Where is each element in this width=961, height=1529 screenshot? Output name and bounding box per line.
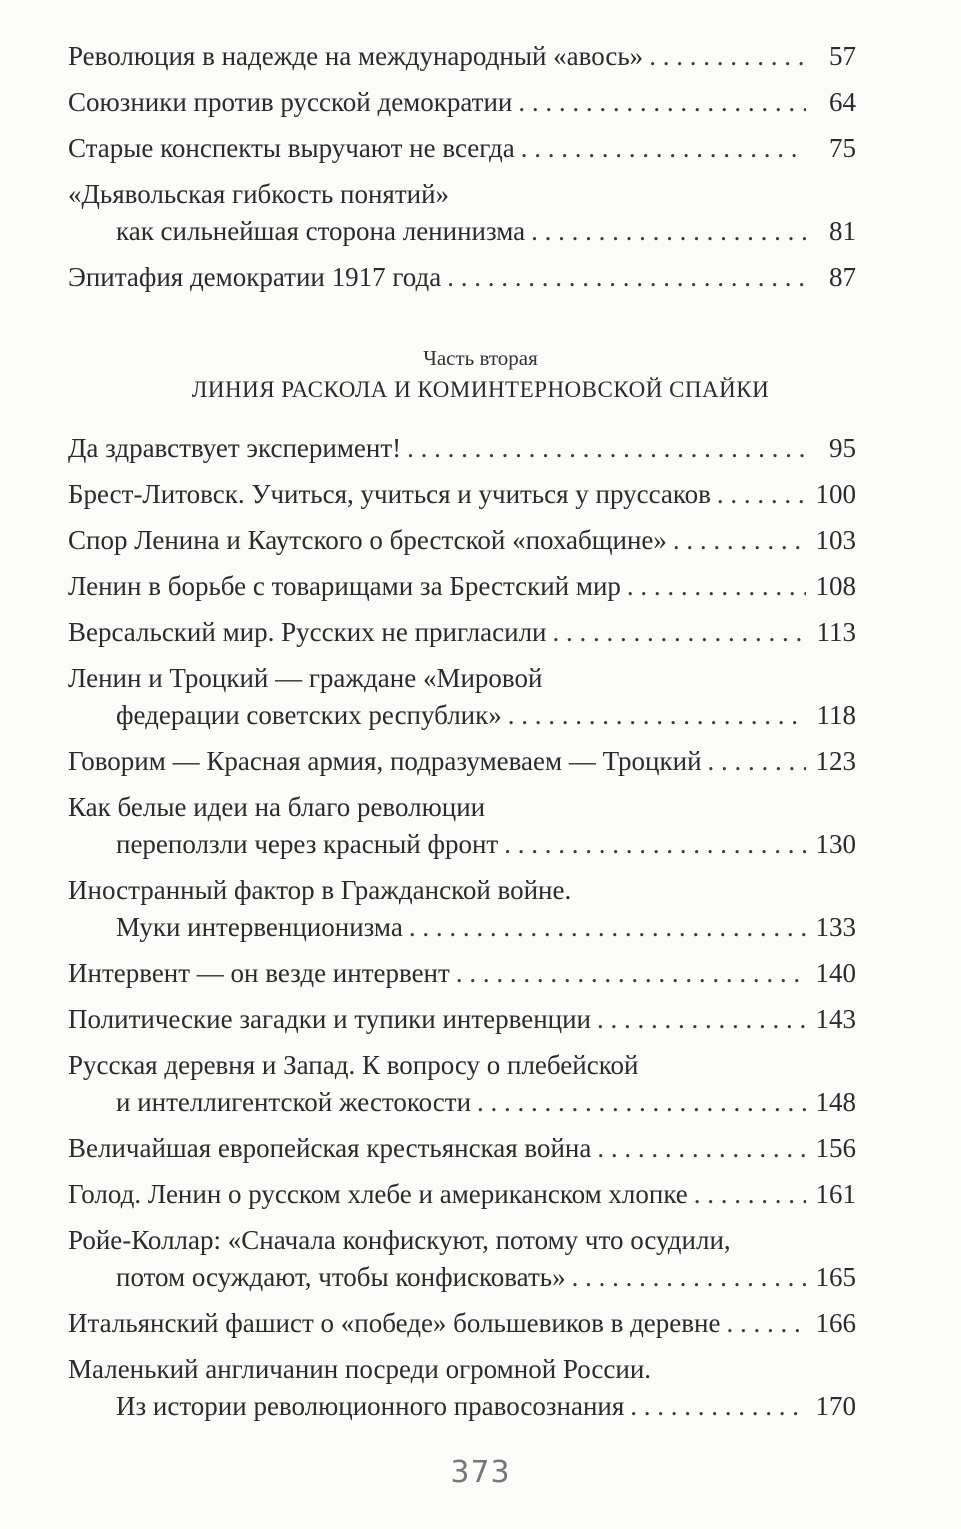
toc-entry [68, 476, 856, 513]
toc-entry-title: Версальский мир. Русских не пригласили [68, 617, 547, 647]
toc-page-number: 87 [829, 262, 856, 292]
toc-page-number: 161 [815, 1179, 856, 1209]
toc-entry-title: Брест-Литовск. Учиться, учиться и учиться у пруссаков [68, 479, 711, 509]
toc-entry-title: «Дьявольская гибкость понятий» [68, 179, 450, 209]
toc-entry-title: Эпитафия демократии 1917 года [68, 262, 442, 292]
toc-page-number: 108 [815, 571, 856, 601]
toc-entry-continuation [68, 1084, 856, 1121]
leader-dots [726, 1305, 806, 1342]
toc-entry-title: переползли через красный фронт [116, 829, 499, 859]
toc-entry [68, 789, 856, 863]
toc-entry [68, 872, 856, 946]
toc-section-two [68, 430, 856, 1425]
leader-dots [531, 213, 806, 250]
toc-entry-line [68, 660, 856, 697]
toc-page-number: 57 [829, 41, 856, 71]
toc-entry-line [68, 1047, 856, 1084]
leader-dots [649, 38, 806, 75]
toc-entry [68, 1305, 856, 1342]
toc-entry [68, 1047, 856, 1121]
toc-entry-title: Ленин в борьбе с товарищами за Брестский мир [68, 571, 621, 601]
toc-entry-title: Интервент — он везде интервент [68, 958, 450, 988]
toc-entry-line [68, 1176, 856, 1213]
part-heading [0, 344, 961, 406]
toc-entry [68, 1222, 856, 1296]
toc-entry-title: Как белые идеи на благо революции [68, 792, 486, 822]
leader-dots [673, 522, 806, 559]
toc-page-number: 75 [829, 133, 856, 163]
toc-page-number: 113 [816, 617, 856, 647]
toc-entry-title: Политические загадки и тупики интервенции [68, 1004, 592, 1034]
leader-dots [717, 476, 806, 513]
leader-dots [572, 1259, 806, 1296]
toc-entry [68, 130, 856, 167]
toc-entry-title: Союзники против русской демократии [68, 87, 513, 117]
part-title: ЛИНИЯ РАСКОЛА И КОМИНТЕРНОВСКОЙ СПАЙКИ [191, 377, 770, 402]
toc-entry-line [68, 38, 856, 75]
toc-entry-line [68, 476, 856, 513]
toc-entry-continuation [68, 697, 856, 734]
part-label: Часть вторая [423, 346, 538, 370]
toc-entry-continuation [68, 909, 856, 946]
toc-entry [68, 614, 856, 651]
toc-page-number: 118 [816, 700, 856, 730]
toc-page-number: 156 [815, 1133, 856, 1163]
toc-entry-line [68, 1130, 856, 1167]
toc-entry-continuation [68, 213, 856, 250]
toc-entry-title: Иностранный фактор в Гражданской войне. [68, 875, 572, 905]
toc-entry-title: Из истории революционного правосознания [116, 1391, 625, 1421]
toc-entry [68, 38, 856, 75]
toc-page-number: 165 [815, 1262, 856, 1292]
toc-entry [68, 1351, 856, 1425]
toc-entry-line [68, 872, 856, 909]
toc-section-one [68, 38, 856, 296]
leader-dots [456, 955, 806, 992]
toc-entry-line [68, 1351, 856, 1388]
toc-entry-title: как сильнейшая сторона ленинизма [116, 216, 526, 246]
toc-page-number: 130 [815, 829, 856, 859]
toc-entry-title: Русская деревня и Запад. К вопросу о плебейской [68, 1050, 639, 1080]
leader-dots [627, 568, 806, 605]
toc-entry-title: Ройе-Коллар: «Сначала конфискуют, потому что осудили, [68, 1225, 731, 1255]
toc-entry-title: Да здравствует эксперимент! [68, 433, 402, 463]
toc-page-number: 95 [829, 433, 856, 463]
toc-entry-title: Революция в надежде на международный «авось» [68, 41, 644, 71]
toc-page-number: 100 [815, 479, 856, 509]
toc-page-number: 81 [829, 216, 856, 246]
toc-entry-title: Говорим — Красная армия, подразумеваем — Троцкий [68, 746, 702, 776]
toc-page-number: 64 [829, 87, 856, 117]
toc-entry [68, 568, 856, 605]
toc-entry-title: Голод. Ленин о русском хлебе и американском хлопке [68, 1179, 688, 1209]
toc-entry-line [68, 84, 856, 121]
leader-dots [630, 1388, 806, 1425]
leader-dots [708, 743, 806, 780]
toc-entry-title: Итальянский фашист о «победе» большевиков в деревне [68, 1308, 721, 1338]
leader-dots [407, 430, 806, 467]
leader-dots [477, 1084, 806, 1121]
toc-page-number: 133 [815, 912, 856, 942]
toc-entry [68, 430, 856, 467]
leader-dots [553, 614, 807, 651]
toc-page-number: 140 [815, 958, 856, 988]
toc-entry-continuation [68, 826, 856, 863]
toc-entry [68, 84, 856, 121]
toc-entry [68, 1176, 856, 1213]
toc-entry-line [68, 614, 856, 651]
toc-entry-title: Величайшая европейская крестьянская война [68, 1133, 592, 1163]
toc-entry [68, 259, 856, 296]
toc-entry-line [68, 259, 856, 296]
toc-entry [68, 522, 856, 559]
toc-entry-title: Старые конспекты выручают не всегда [68, 133, 515, 163]
leader-dots [409, 909, 806, 946]
toc-entry [68, 955, 856, 992]
toc-entry-line [68, 522, 856, 559]
leader-dots [521, 130, 806, 167]
toc-entry-line [68, 1001, 856, 1038]
toc-entry-title: Спор Ленина и Каутского о брестской «похабщине» [68, 525, 667, 555]
toc-page-number: 166 [815, 1308, 856, 1338]
toc-entry [68, 176, 856, 250]
toc-entry-title: Ленин и Троцкий — граждане «Мировой [68, 663, 543, 693]
toc-page-number: 143 [815, 1004, 856, 1034]
toc-page-number: 103 [815, 525, 856, 555]
toc-entry [68, 1001, 856, 1038]
leader-dots [508, 697, 806, 734]
toc-entry-title: Муки интервенционизма [116, 912, 403, 942]
leader-dots [597, 1130, 806, 1167]
toc-entry-line [68, 130, 856, 167]
leader-dots [504, 826, 806, 863]
toc-entry-line [68, 176, 856, 213]
toc-entry-continuation [68, 1259, 856, 1296]
toc-entry-line [68, 1222, 856, 1259]
toc-entry-line [68, 743, 856, 780]
toc-entry-line [68, 955, 856, 992]
toc-entry-title: потом осуждают, чтобы конфисковать» [116, 1262, 566, 1292]
toc-entry-continuation [68, 1388, 856, 1425]
toc-entry-line [68, 430, 856, 467]
toc-page-number: 148 [815, 1087, 856, 1117]
toc-entry-line [68, 1305, 856, 1342]
toc-page-number: 170 [815, 1391, 856, 1421]
toc-entry-title: и интеллигентской жестокости [116, 1087, 472, 1117]
page-number: 373 [450, 1455, 511, 1490]
toc-entry [68, 660, 856, 734]
toc-entry [68, 743, 856, 780]
toc-entry-line [68, 568, 856, 605]
toc-entry-title: федерации советских республик» [116, 700, 502, 730]
leader-dots [694, 1176, 806, 1213]
leader-dots [518, 84, 806, 121]
leader-dots [597, 1001, 806, 1038]
toc-page-number: 123 [815, 746, 856, 776]
toc-entry-title: Маленький англичанин посреди огромной России. [68, 1354, 652, 1384]
toc-entry-line [68, 789, 856, 826]
toc-entry [68, 1130, 856, 1167]
leader-dots [447, 259, 806, 296]
